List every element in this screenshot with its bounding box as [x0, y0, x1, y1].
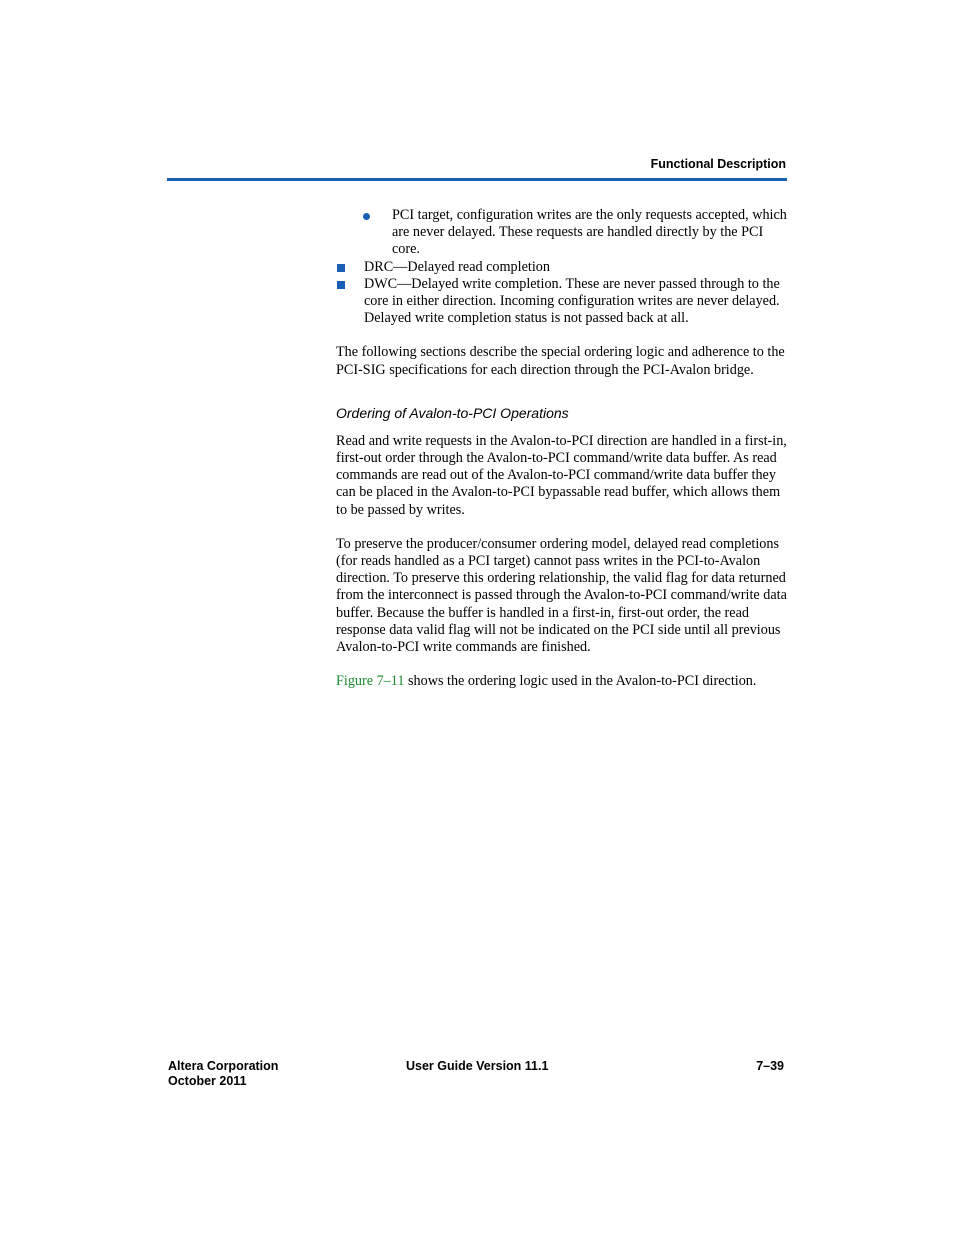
bullet-text: DRC—Delayed read completion	[364, 258, 550, 275]
body-paragraph: To preserve the producer/consumer ordering model, delayed read completions (for reads handled as a PCI target) cannot pass writes in the PCI-to-Avalon direction. To preserve this ordering relationship, the valid flag for data returned from the interconnect is passed through the Avalon-to-PCI command/write data buffer. Because the buffer is handled in a first-in, first-out order, the read response data valid flag will not be indicated on the PCI side until all previous Avalon-to-PCI write commands are finished.	[336, 535, 787, 656]
footer-left	[168, 1059, 278, 1089]
figure-reference-paragraph	[336, 673, 788, 690]
bullet-item-drc	[336, 259, 788, 276]
running-header: Functional Description	[650, 157, 786, 171]
sub-bullet-item	[336, 207, 788, 259]
sub-bullet-text: PCI target, configuration writes are the only requests accepted, which are never delayed. These requests are handled directly by the PCI core.	[392, 207, 787, 258]
figure-reference-text: shows the ordering logic used in the Avalon-to-PCI direction.	[404, 673, 757, 690]
footer-guide-version: User Guide Version 11.1	[406, 1059, 549, 1073]
bullet-item-dwc	[336, 276, 788, 328]
header-rule	[167, 178, 787, 181]
square-bullet-icon	[337, 281, 345, 289]
section-heading: Ordering of Avalon-to-PCI Operations	[336, 404, 569, 421]
footer-page-number: 7–39	[756, 1059, 784, 1073]
footer-date: October 2011	[168, 1074, 247, 1088]
intro-paragraph: The following sections describe the special ordering logic and adherence to the PCI-SIG specifications for each direction through the PCI-Avalon bridge.	[336, 344, 785, 378]
body-paragraph: Read and write requests in the Avalon-to-PCI direction are handled in a first-in, first-out order through the Avalon-to-PCI command/write data buffer. As read commands are read out of the Avalon-to-PCI command/write data buffer they can be placed in the Avalon-to-PCI bypassable read buffer, which allows them to be passed by writes.	[336, 432, 787, 518]
square-bullet-icon	[337, 264, 345, 272]
bullet-text: DWC—Delayed write completion. These are never passed through to the core in either direction. Incoming configuration writes are never delayed. Delayed write completion status is not passed back at all.	[364, 275, 780, 327]
footer-company: Altera Corporation	[168, 1059, 279, 1073]
body-column	[336, 207, 788, 690]
round-bullet-icon	[363, 213, 370, 220]
figure-link[interactable]: Figure 7–11	[336, 673, 405, 690]
